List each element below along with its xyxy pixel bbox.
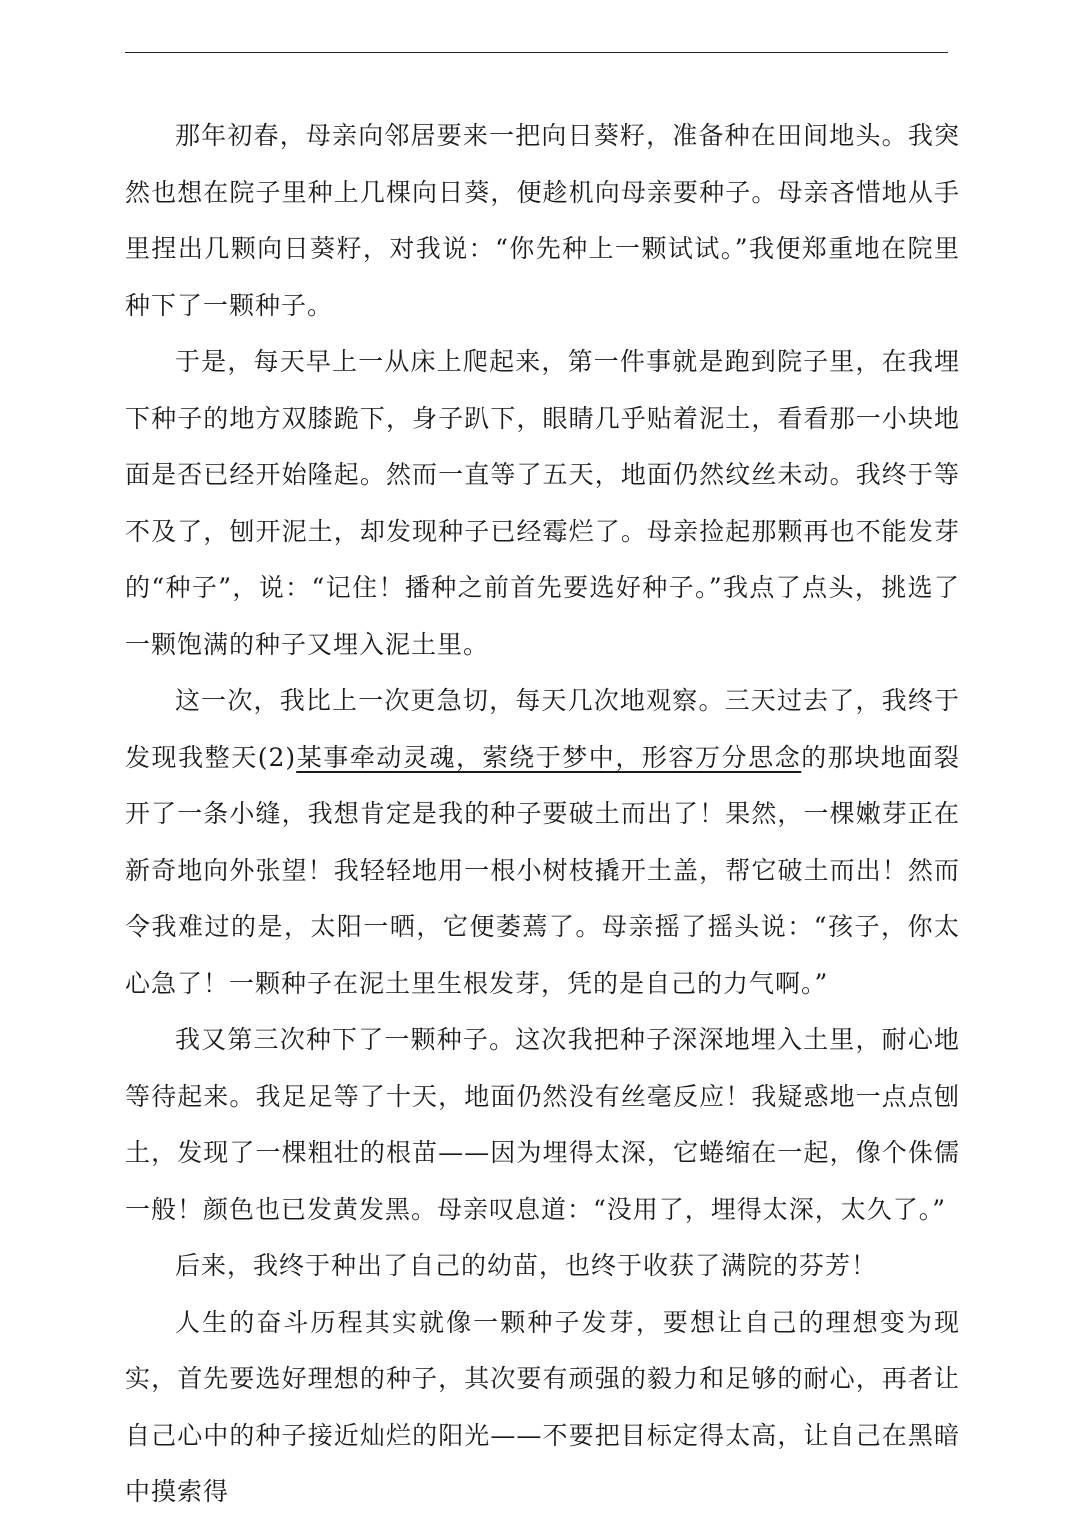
paragraph-5: 后来，我终于种出了自己的幼苗，也终于收获了满院的芬芳！ [175,1251,878,1280]
paragraph-2: 于是，每天早上一从床上爬起来，第一件事就是跑到院子里，在我埋下种子的地方双膝跪下，身子趴下，眼睛几乎贴着泥土，看看那一小块地面是否已经开始隆起。然而一直等了五天，地面仍然纹丝未动。我终于等不及了，刨开泥土，却发现种子已经霉烂了。母亲捡起那颗再也不能发芽的“种子”，说：“记住！播种之前首先要选好种子。”我点了点头，挑选了一颗饱满的种子又埋入泥土里。 [125,347,960,659]
paragraph-1: 那年初春，母亲向邻居要来一把向日葵籽，准备种在田间地头。我突然也想在院子里种上几棵向日葵，便趁机向母亲要种子。母亲吝惜地从手里捏出几颗向日葵籽，对我说：“你先种上一颗试试。”我便郑重地在院里种下了一颗种子。 [125,121,960,320]
paragraph-3-after: 的那块地面裂开了一条小缝，我想肯定是我的种子要破土而出了！果然，一棵嫩芽正在新奇地向外张望！我轻轻地用一根小树枝撬开土盖，帮它破土而出！然而令我难过的是，太阳一晒，它便萎蔫了。母亲摇了摇头说：“孩子，你太心急了！一颗种子在泥土里生根发芽，凭的是自己的力气啊。” [125,742,960,998]
paragraph-3 [125,673,960,1012]
document-body [125,108,960,1521]
paragraph-3-before: 这一次，我比上一次更急切，每天几次地观察。三天过去了，我终于发现我整天(2) [125,686,960,772]
underlined-phrase: 某事牵动灵魂，萦绕于梦中，形容万分思念 [296,742,802,772]
paragraph-6: 人生的奋斗历程其实就像一颗种子发芽，要想让自己的理想变为现实，首先要选好理想的种子，其次要有顽强的毅力和足够的耐心，再者让自己心中的种子接近灿烂的阳光——不要把目标定得太高，让自己在黑暗中摸索得 [125,1307,960,1506]
paragraph-4: 我又第三次种下了一颗种子。这次我把种子深深地埋入土里，耐心地等待起来。我足足等了十天，地面仍然没有丝毫反应！我疑惑地一点点刨土，发现了一棵粗壮的根苗——因为埋得太深，它蜷缩在一起，像个侏儒一般！颜色也已发黄发黑。母亲叹息道：“没用了，埋得太深，太久了。” [125,1025,960,1224]
header-rule [125,52,948,53]
